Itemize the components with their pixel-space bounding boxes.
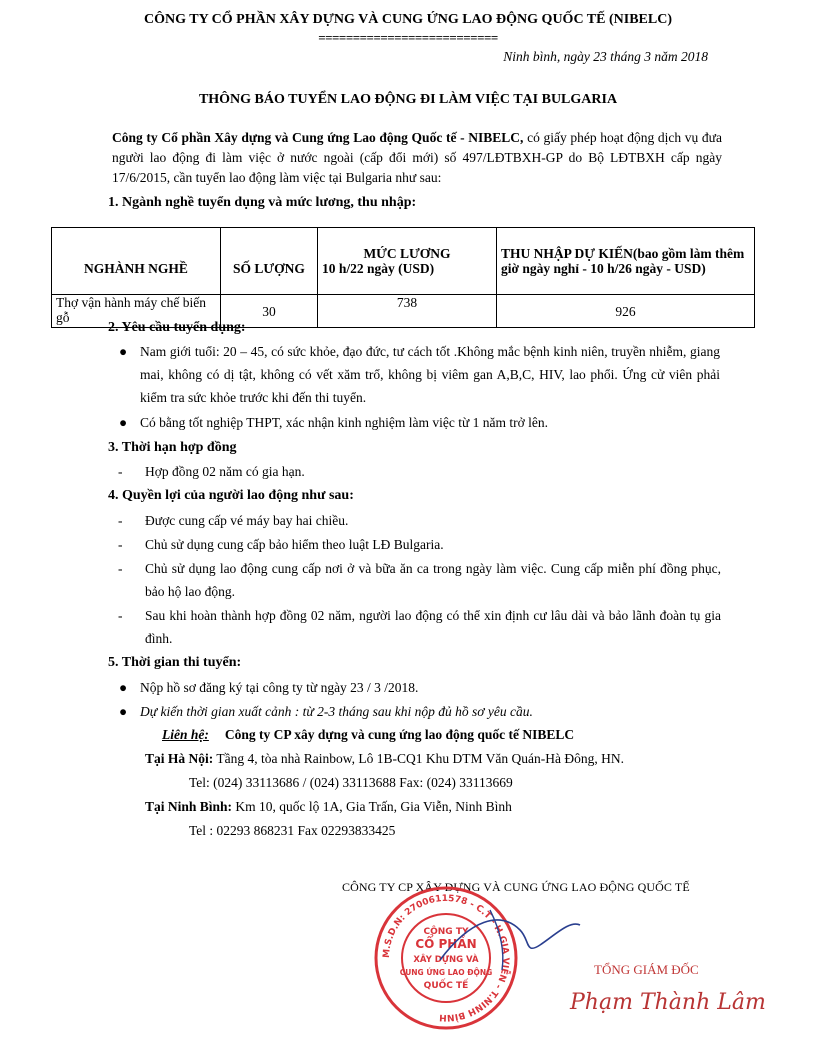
table-header-row — [52, 228, 755, 295]
hanoi-address-text: Tầng 4, tòa nhà Rainbow, Lô 1B-CQ1 Khu DTM Văn Quán-Hà Đông, HN. — [213, 751, 624, 766]
seal-line: CỔ PHẦN — [415, 937, 477, 951]
intro-text: có giấy phép hoạt động dịch vụ đưa người lao động đi làm việc ở nước ngoài (cấp đổi mới) số 497/LĐTBXH-GP do Bộ LĐTBXH cấp ngày 17/6/2015, cần tuyển lao động làm việc tại Bulgaria như sau: — [112, 130, 722, 185]
salary-table — [51, 227, 755, 328]
hanoi-address — [145, 751, 624, 767]
signature-company: CÔNG TY CP XÂY DỰNG VÀ CUNG ỨNG LAO ĐỘNG QUỐC TẾ — [342, 880, 690, 894]
list-item-text: Hợp đồng 02 năm có gia hạn. — [145, 464, 305, 479]
intro-paragraph — [112, 128, 722, 188]
hanoi-label: Tại Hà Nội: — [145, 751, 214, 766]
list-item-text: Sau khi hoàn thành hợp đồng 02 năm, người lao động có thể xin định cư lâu dài và bảo lãnh đoàn tụ gia đình. — [145, 608, 721, 646]
bullet-icon: ● — [119, 704, 128, 719]
seal-line: XÂY DỰNG VÀ — [413, 955, 479, 965]
header-salary-sub: 10 h/22 ngày (USD) — [322, 261, 435, 276]
contact-heading — [162, 727, 574, 743]
dash-icon: - — [118, 464, 123, 479]
contact-label: Liên hệ: — [162, 727, 209, 742]
list-item — [119, 700, 720, 723]
list-item — [118, 509, 721, 532]
dash-icon: - — [118, 561, 123, 576]
director-title: TỔNG GIÁM ĐỐC — [594, 962, 699, 977]
section1-heading: 1. Ngành nghề tuyển dụng và mức lương, thu nhập: — [108, 195, 417, 210]
bullet-icon: ● — [119, 344, 128, 359]
list-item-text: Được cung cấp vé máy bay hai chiều. — [145, 513, 349, 528]
dash-icon: - — [118, 608, 123, 623]
company-header: CÔNG TY CỔ PHẦN XÂY DỰNG VÀ CUNG ỨNG LAO ĐỘNG QUỐC TẾ (NIBELC) — [143, 12, 672, 27]
list-item-text: Chủ sử dụng lao động cung cấp nơi ở và bữa ăn ca trong ngày làm việc. Cung cấp miễn phí đồng phục, bảo hộ lao động. — [145, 561, 721, 599]
header-salary — [318, 228, 497, 295]
seal-line: QUỐC TẾ — [423, 981, 469, 991]
cell-salary: 738 — [318, 295, 497, 328]
ninhbinh-phone: Tel : 02293 868231 Fax 02293833425 — [189, 823, 396, 838]
dash-icon: - — [118, 513, 123, 528]
ninhbinh-address-text: Km 10, quốc lộ 1A, Gia Trấn, Gia Viễn, Ninh Bình — [232, 799, 512, 814]
section4-heading: 4. Quyền lợi của người lao động như sau: — [108, 488, 354, 503]
seal-line: CUNG ỨNG LAO ĐỘNG — [399, 968, 493, 977]
section2-heading: 2. Yêu cầu tuyển dụng: — [108, 320, 246, 335]
list-item — [118, 557, 721, 603]
cell-occupation: Thợ vận hành máy chế biến gỗ — [52, 295, 221, 328]
header-quantity: SỐ LƯỢNG — [221, 228, 318, 295]
list-item — [118, 604, 721, 650]
list-item-text: Có bằng tốt nghiệp THPT, xác nhận kinh nghiệm làm việc từ 1 năm trở lên. — [140, 415, 549, 430]
document-date: Ninh bình, ngày 23 tháng 3 năm 2018 — [503, 49, 708, 64]
bullet-icon: ● — [119, 415, 128, 430]
list-item-text: Dự kiến thời gian xuất cảnh : từ 2-3 tháng sau khi nộp đủ hồ sơ yêu cầu. — [140, 704, 533, 719]
list-item-text: Nộp hồ sơ đăng ký tại công ty từ ngày 23 / 3 /2018. — [140, 680, 419, 695]
hanoi-phone: Tel: (024) 33113686 / (024) 33113688 Fax: (024) 33113669 — [189, 775, 513, 790]
header-rule: ========================== — [318, 30, 498, 45]
director-name: Phạm Thành Lâm — [570, 990, 766, 1015]
seal-line: CÔNG TY — [423, 927, 469, 937]
contact-company: Công ty CP xây dựng và cung ứng lao động quốc tế NIBELC — [224, 727, 575, 742]
section3-heading: 3. Thời hạn hợp đồng — [108, 440, 237, 455]
ninhbinh-label: Tại Ninh Bình: — [145, 799, 233, 814]
list-item-text: Chủ sử dụng cung cấp bảo hiểm theo luật LĐ Bulgaria. — [145, 537, 444, 552]
cell-income: 926 — [497, 295, 755, 328]
header-income: THU NHẬP DỰ KIẾN(bao gồm làm thêm giờ ngày nghỉ - 10 h/26 ngày - USD) — [497, 228, 755, 295]
list-item — [119, 340, 720, 409]
dash-icon: - — [118, 537, 123, 552]
list-item — [118, 460, 721, 483]
header-occupation: NGHÀNH NGHỀ — [52, 228, 221, 295]
list-item-text: Nam giới tuổi: 20 – 45, có sức khỏe, đạo đức, tư cách tốt .Không mắc bệnh kinh niên, truyền nhiễm, giang mai, không có dị tật, không có vết xăm trổ, không bị viêm gan A,B,C, HIV, lao phổi. Ứng cử viên phải kiểm tra sức khỏe trước khi đến thi tuyển. — [140, 344, 720, 405]
cell-quantity: 30 — [221, 295, 318, 328]
list-item — [119, 676, 720, 699]
list-item — [119, 411, 720, 434]
bullet-icon: ● — [119, 680, 128, 695]
document-title: THÔNG BÁO TUYỂN LAO ĐỘNG ĐI LÀM VIỆC TẠI BULGARIA — [198, 92, 618, 107]
header-salary-title: MỨC LƯƠNG — [363, 246, 451, 261]
section5-heading: 5. Thời gian thi tuyển: — [108, 655, 242, 670]
handwritten-signature-stroke — [430, 900, 590, 980]
seal-ring-text: M.S.D.N: 2700611578 - C.T - H.GIA VIỄN - T.NINH BÌNH — [381, 893, 511, 1023]
ninhbinh-address — [145, 799, 512, 815]
list-item — [118, 533, 721, 556]
intro-company: Công ty Cổ phần Xây dựng và Cung ứng Lao động Quốc tế - NIBELC, — [112, 130, 524, 145]
